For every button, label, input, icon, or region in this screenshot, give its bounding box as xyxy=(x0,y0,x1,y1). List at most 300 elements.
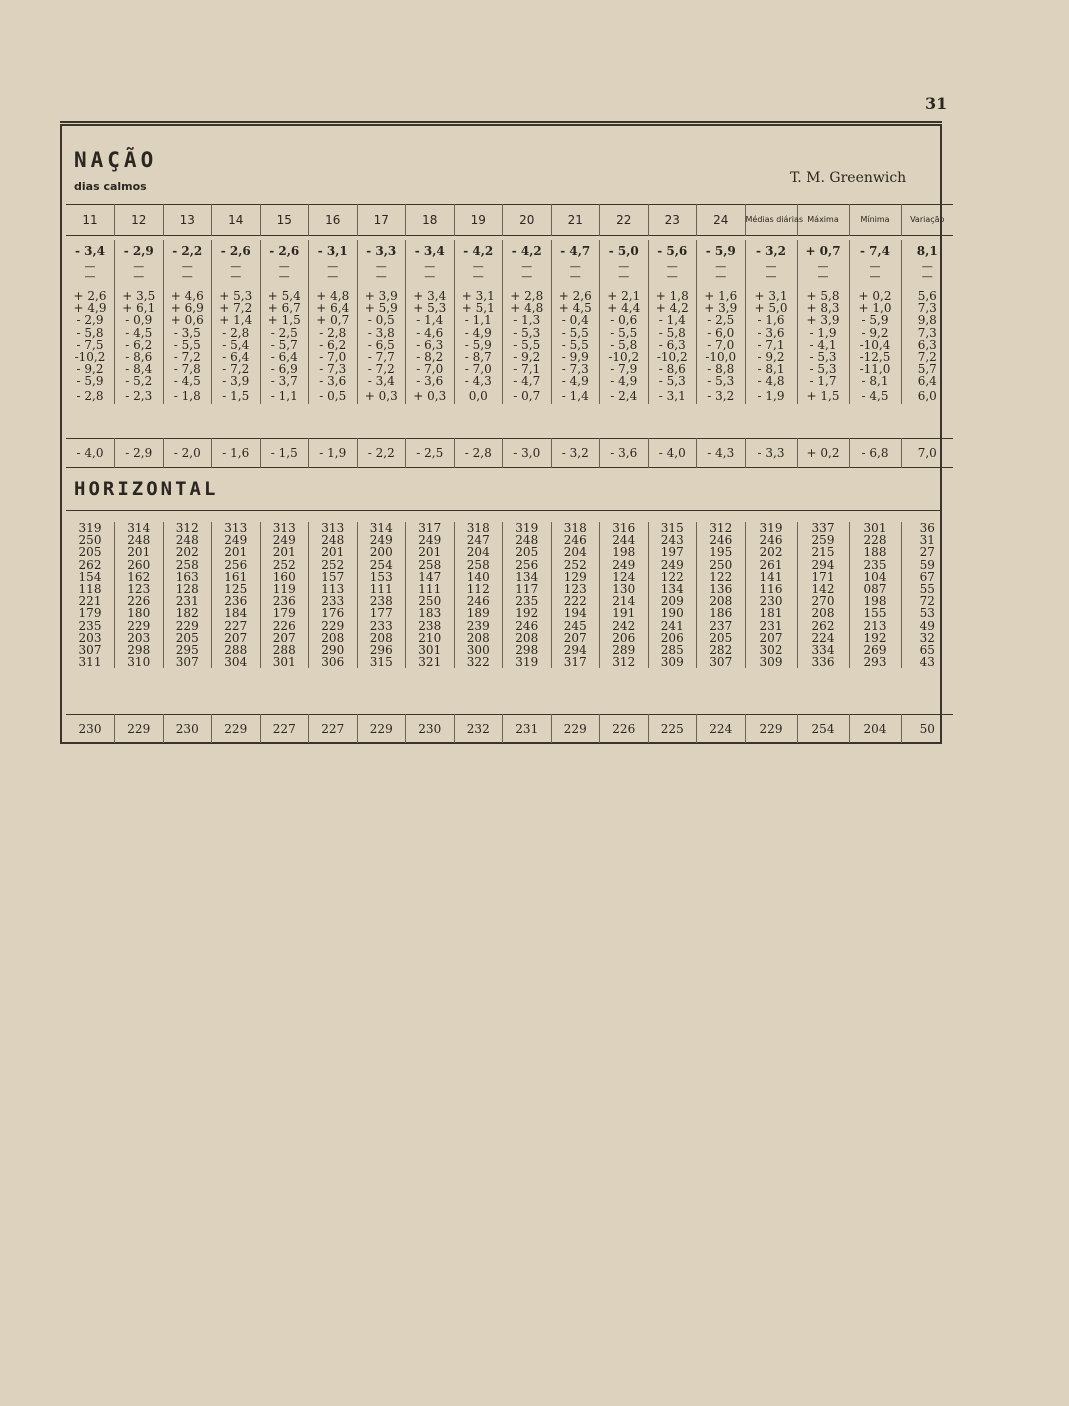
table-cell: - 1,4 xyxy=(551,388,600,404)
dash-cell: — — xyxy=(260,262,309,290)
table-cell: - 3,6 xyxy=(406,375,455,387)
table-cell: 311 xyxy=(78,655,102,670)
table-cell: 194 xyxy=(551,607,600,619)
table-cell: - 5,8 xyxy=(76,325,104,340)
mean-cell: - 2,5 xyxy=(406,439,455,468)
table-cell: 31 xyxy=(901,534,953,546)
table-cell: + 3,4 xyxy=(406,290,455,302)
table-cell: + 1,8 xyxy=(648,290,697,302)
table-cell: 244 xyxy=(600,534,649,546)
table-cell: - 1,3 xyxy=(503,314,552,326)
section-title-nacao: NAÇÃO xyxy=(74,148,158,172)
table-cell: 246 xyxy=(454,595,503,607)
table-cell: 290 xyxy=(309,644,358,656)
mean-cell: - 1,6 xyxy=(212,439,261,468)
table-cell: 307 xyxy=(78,643,102,658)
table-cell: 298 xyxy=(115,644,164,656)
table-cell: 53 xyxy=(901,607,953,619)
mean-cell: 230 xyxy=(78,721,102,736)
mean-cell: 50 xyxy=(901,715,953,744)
table-row xyxy=(66,559,953,571)
table-cell: - 5,3 xyxy=(503,327,552,339)
table-cell: - 3,2 xyxy=(697,388,746,404)
table-cell: 208 xyxy=(503,632,552,644)
table-cell: 236 xyxy=(212,595,261,607)
dash-cell: — — xyxy=(84,260,96,283)
table-cell: - 7,1 xyxy=(503,363,552,375)
table-cell: - 5,3 xyxy=(697,375,746,387)
table-cell: + 6,9 xyxy=(163,302,212,314)
table-cell: + 5,9 xyxy=(357,302,406,314)
table-cell: + 3,9 xyxy=(797,314,849,326)
table-cell: - 3,6 xyxy=(745,327,797,339)
table-cell: + 4,2 xyxy=(648,302,697,314)
temperature-first-row xyxy=(66,240,953,262)
table-row xyxy=(66,546,953,558)
mean-cell: - 4,0 xyxy=(76,445,104,460)
table-cell: 294 xyxy=(797,559,849,571)
table-cell: 118 xyxy=(78,582,102,597)
table-cell: 235 xyxy=(503,595,552,607)
table-cell: - 3,5 xyxy=(163,327,212,339)
dash-cell: — — xyxy=(849,262,901,290)
table-cell: 111 xyxy=(357,583,406,595)
table-cell: 242 xyxy=(600,620,649,632)
table-cell: - 0,6 xyxy=(600,314,649,326)
table-cell: 227 xyxy=(212,620,261,632)
table-cell: - 8,1 xyxy=(849,375,901,387)
column-header: Mínima xyxy=(849,205,901,236)
table-cell: 302 xyxy=(745,644,797,656)
table-cell: 112 xyxy=(454,583,503,595)
column-header: Médias diárias xyxy=(745,205,797,236)
table-cell: 180 xyxy=(115,607,164,619)
table-cell: 205 xyxy=(503,546,552,558)
table-cell: 246 xyxy=(697,534,746,546)
table-cell: 209 xyxy=(648,595,697,607)
table-cell: 6,4 xyxy=(901,375,953,387)
table-cell: 239 xyxy=(454,620,503,632)
table-cell: - 2,5 xyxy=(697,314,746,326)
table-cell: -10,0 xyxy=(697,351,746,363)
table-cell: + 0,3 xyxy=(406,388,455,404)
table-cell: + 6,1 xyxy=(115,302,164,314)
table-cell: + 4,4 xyxy=(600,302,649,314)
table-cell: 313 xyxy=(309,522,358,534)
mean-cell: 225 xyxy=(648,715,697,744)
table-cell: - 5,5 xyxy=(600,327,649,339)
table-cell: 236 xyxy=(260,595,309,607)
column-header-table xyxy=(66,204,953,236)
table-cell: 202 xyxy=(745,546,797,558)
table-cell: 262 xyxy=(78,557,102,572)
table-cell: 312 xyxy=(163,522,212,534)
table-cell: -10,2 xyxy=(74,350,106,365)
table-cell: + 0,7 xyxy=(309,314,358,326)
column-header: 19 xyxy=(454,205,503,236)
table-cell: - 7,4 xyxy=(849,240,901,262)
table-cell: - 7,8 xyxy=(163,363,212,375)
table-cell: - 8,6 xyxy=(648,363,697,375)
horizontal-means-row xyxy=(66,715,953,744)
table-cell: 282 xyxy=(697,644,746,656)
table-cell: 226 xyxy=(115,595,164,607)
table-cell: 27 xyxy=(901,546,953,558)
table-cell: - 9,2 xyxy=(849,327,901,339)
table-cell: 246 xyxy=(551,534,600,546)
table-cell: - 9,9 xyxy=(551,351,600,363)
table-cell: 301 xyxy=(406,644,455,656)
table-cell: 317 xyxy=(551,656,600,668)
column-header: 14 xyxy=(212,205,261,236)
table-cell: - 8,2 xyxy=(406,351,455,363)
table-cell: + 4,9 xyxy=(73,301,107,316)
table-cell: 252 xyxy=(260,559,309,571)
table-cell: + 3,9 xyxy=(357,290,406,302)
table-cell: 249 xyxy=(648,559,697,571)
table-cell: - 8,1 xyxy=(745,363,797,375)
table-cell: - 9,2 xyxy=(503,351,552,363)
table-cell: 228 xyxy=(849,534,901,546)
table-cell: 111 xyxy=(406,583,455,595)
table-cell: 206 xyxy=(648,632,697,644)
mean-cell: 227 xyxy=(260,715,309,744)
mean-cell: 230 xyxy=(163,715,212,744)
mean-cell: 226 xyxy=(600,715,649,744)
mean-cell: 229 xyxy=(212,715,261,744)
table-cell: - 7,2 xyxy=(357,363,406,375)
table-cell: 116 xyxy=(745,583,797,595)
table-cell: 124 xyxy=(600,571,649,583)
mean-cell: 229 xyxy=(115,715,164,744)
table-cell: - 6,2 xyxy=(115,339,164,351)
mean-cell: + 0,2 xyxy=(797,439,849,468)
table-cell: + 2,6 xyxy=(73,289,107,303)
table-cell: 256 xyxy=(212,559,261,571)
table-cell: + 0,2 xyxy=(849,290,901,302)
table-cell: - 7,2 xyxy=(212,363,261,375)
table-cell: - 1,9 xyxy=(745,388,797,404)
table-cell: 161 xyxy=(212,571,261,583)
table-row xyxy=(66,607,953,619)
table-cell: - 2,6 xyxy=(260,240,309,262)
table-cell: - 3,4 xyxy=(406,240,455,262)
table-cell: 233 xyxy=(309,595,358,607)
table-cell: + 5,1 xyxy=(454,302,503,314)
table-cell: 270 xyxy=(797,595,849,607)
table-cell: - 3,1 xyxy=(648,388,697,404)
table-cell: 207 xyxy=(260,632,309,644)
table-cell: 312 xyxy=(600,656,649,668)
table-cell: 224 xyxy=(797,632,849,644)
horizontal-table xyxy=(66,522,953,668)
table-cell: 113 xyxy=(309,583,358,595)
mean-cell: 227 xyxy=(309,715,358,744)
table-cell: 140 xyxy=(454,571,503,583)
table-cell: 130 xyxy=(600,583,649,595)
table-cell: 213 xyxy=(849,620,901,632)
table-cell: - 3,8 xyxy=(357,327,406,339)
table-cell: - 4,7 xyxy=(503,375,552,387)
table-cell: - 6,3 xyxy=(648,339,697,351)
table-cell: 337 xyxy=(797,522,849,534)
table-cell: 237 xyxy=(697,620,746,632)
table-cell: 205 xyxy=(697,632,746,644)
table-cell: - 4,9 xyxy=(600,375,649,387)
table-cell: 313 xyxy=(212,522,261,534)
table-cell: 147 xyxy=(406,571,455,583)
table-cell: - 1,4 xyxy=(406,314,455,326)
table-cell: 254 xyxy=(357,559,406,571)
column-header: Variação xyxy=(901,205,953,236)
table-cell: 7,3 xyxy=(901,327,953,339)
table-cell: - 7,3 xyxy=(551,363,600,375)
column-header: 18 xyxy=(406,205,455,236)
table-cell: 117 xyxy=(503,583,552,595)
table-cell: - 2,8 xyxy=(76,388,104,403)
table-cell: - 7,5 xyxy=(76,337,104,352)
table-cell: - 7,0 xyxy=(697,339,746,351)
table-cell: 122 xyxy=(648,571,697,583)
table-cell: - 0,5 xyxy=(357,314,406,326)
table-cell: - 4,9 xyxy=(454,327,503,339)
table-cell: 246 xyxy=(503,620,552,632)
table-cell: 198 xyxy=(600,546,649,558)
table-cell: - 4,2 xyxy=(454,240,503,262)
table-cell: - 2,6 xyxy=(212,240,261,262)
table-cell: 125 xyxy=(212,583,261,595)
table-cell: 259 xyxy=(797,534,849,546)
table-cell: - 0,5 xyxy=(309,388,358,404)
table-cell: - 7,1 xyxy=(745,339,797,351)
table-cell: - 5,2 xyxy=(115,375,164,387)
table-cell: 8,1 xyxy=(901,240,953,262)
table-cell: 207 xyxy=(745,632,797,644)
table-cell: + 4,8 xyxy=(309,290,358,302)
dash-cell: — — xyxy=(357,262,406,290)
table-cell: 43 xyxy=(901,656,953,668)
table-cell: 321 xyxy=(406,656,455,668)
table-cell: 229 xyxy=(309,620,358,632)
table-cell: - 5,5 xyxy=(163,339,212,351)
table-cell: - 4,1 xyxy=(797,339,849,351)
table-cell: 208 xyxy=(697,595,746,607)
table-cell: + 1,0 xyxy=(849,302,901,314)
dash-cell: — — xyxy=(309,262,358,290)
table-cell: 189 xyxy=(454,607,503,619)
dash-cell: — — xyxy=(503,262,552,290)
table-cell: - 5,3 xyxy=(648,375,697,387)
table-cell: 319 xyxy=(745,522,797,534)
column-header: 23 xyxy=(648,205,697,236)
table-cell: 141 xyxy=(745,571,797,583)
table-cell: + 0,6 xyxy=(163,314,212,326)
table-cell: 177 xyxy=(357,607,406,619)
table-cell: 190 xyxy=(648,607,697,619)
table-cell: 203 xyxy=(78,630,102,645)
column-header: 22 xyxy=(600,205,649,236)
table-cell: 248 xyxy=(503,534,552,546)
table-cell: 246 xyxy=(745,534,797,546)
table-cell: 313 xyxy=(260,522,309,534)
table-cell: 293 xyxy=(849,656,901,668)
table-cell: 230 xyxy=(745,595,797,607)
table-cell: 123 xyxy=(551,583,600,595)
table-cell: 0,0 xyxy=(454,388,503,404)
table-cell: 160 xyxy=(260,571,309,583)
table-cell: 5,6 xyxy=(901,290,953,302)
table-cell: + 0,3 xyxy=(357,388,406,404)
table-cell: + 1,6 xyxy=(697,290,746,302)
table-cell: 295 xyxy=(163,644,212,656)
horizontal-rule xyxy=(66,510,940,511)
table-cell: 226 xyxy=(260,620,309,632)
table-cell: 171 xyxy=(797,571,849,583)
table-cell: + 5,8 xyxy=(797,290,849,302)
table-cell: 186 xyxy=(697,607,746,619)
table-cell: - 4,5 xyxy=(849,388,901,404)
table-cell: 250 xyxy=(406,595,455,607)
table-cell: 304 xyxy=(212,656,261,668)
table-cell: 201 xyxy=(406,546,455,558)
table-cell: 319 xyxy=(503,656,552,668)
table-cell: 176 xyxy=(309,607,358,619)
mean-cell: - 6,8 xyxy=(849,439,901,468)
table-row xyxy=(66,375,953,387)
table-cell: -10,2 xyxy=(600,351,649,363)
table-cell: 183 xyxy=(406,607,455,619)
table-cell: 67 xyxy=(901,571,953,583)
table-cell: 258 xyxy=(163,559,212,571)
section-title-horizontal: HORIZONTAL xyxy=(74,478,219,500)
table-cell: + 1,5 xyxy=(260,314,309,326)
table-cell: - 5,7 xyxy=(260,339,309,351)
mean-cell: - 3,2 xyxy=(551,439,600,468)
table-cell: 195 xyxy=(697,546,746,558)
table-cell: - 6,5 xyxy=(357,339,406,351)
dash-cell: — — xyxy=(901,262,953,290)
mean-cell: - 3,6 xyxy=(600,439,649,468)
mean-cell: - 2,0 xyxy=(163,439,212,468)
temperature-means-row xyxy=(66,439,953,468)
table-cell: 6,3 xyxy=(901,339,953,351)
table-cell: -10,2 xyxy=(648,351,697,363)
table-cell: 208 xyxy=(454,632,503,644)
table-cell: - 7,0 xyxy=(406,363,455,375)
table-cell: 179 xyxy=(78,606,102,621)
table-cell: 201 xyxy=(212,546,261,558)
table-cell: - 3,9 xyxy=(212,375,261,387)
table-cell: 319 xyxy=(78,521,102,535)
table-cell: + 5,3 xyxy=(406,302,455,314)
table-cell: 260 xyxy=(115,559,164,571)
table-cell: 318 xyxy=(551,522,600,534)
table-cell: - 3,7 xyxy=(260,375,309,387)
mean-cell: - 3,3 xyxy=(745,439,797,468)
table-cell: 261 xyxy=(745,559,797,571)
table-cell: - 4,5 xyxy=(115,327,164,339)
table-cell: 136 xyxy=(697,583,746,595)
column-header: 20 xyxy=(503,205,552,236)
table-cell: + 8,3 xyxy=(797,302,849,314)
table-cell: - 9,2 xyxy=(745,351,797,363)
table-cell: 201 xyxy=(260,546,309,558)
table-cell: 245 xyxy=(551,620,600,632)
table-cell: 214 xyxy=(600,595,649,607)
table-cell: - 1,1 xyxy=(260,388,309,404)
table-cell: 207 xyxy=(551,632,600,644)
table-cell: - 6,4 xyxy=(212,351,261,363)
mean-cell: 232 xyxy=(454,715,503,744)
table-cell: - 4,5 xyxy=(163,375,212,387)
table-cell: 256 xyxy=(503,559,552,571)
table-cell: - 5,3 xyxy=(797,351,849,363)
table-cell: 192 xyxy=(503,607,552,619)
table-cell: 36 xyxy=(901,522,953,534)
table-cell: 184 xyxy=(212,607,261,619)
table-cell: 258 xyxy=(406,559,455,571)
mean-cell: - 1,9 xyxy=(309,439,358,468)
table-cell: - 2,4 xyxy=(600,388,649,404)
table-cell: 317 xyxy=(406,522,455,534)
table-cell: 250 xyxy=(697,559,746,571)
table-cell: - 1,5 xyxy=(212,388,261,404)
table-cell: - 2,8 xyxy=(309,327,358,339)
table-cell: 204 xyxy=(551,546,600,558)
table-cell: 269 xyxy=(849,644,901,656)
table-cell: - 1,7 xyxy=(797,375,849,387)
mean-cell: 254 xyxy=(797,715,849,744)
column-header: Máxima xyxy=(797,205,849,236)
table-cell: 301 xyxy=(260,656,309,668)
column-header: 16 xyxy=(309,205,358,236)
header-row xyxy=(66,205,953,236)
table-cell: 310 xyxy=(115,656,164,668)
dash-cell: — — xyxy=(697,262,746,290)
table-cell: 315 xyxy=(648,522,697,534)
table-cell: - 2,5 xyxy=(260,327,309,339)
column-header: 15 xyxy=(260,205,309,236)
table-cell: 123 xyxy=(115,583,164,595)
table-cell: - 1,4 xyxy=(648,314,697,326)
table-cell: 289 xyxy=(600,644,649,656)
table-cell: 203 xyxy=(115,632,164,644)
table-cell: + 3,1 xyxy=(745,290,797,302)
table-cell: - 5,8 xyxy=(648,327,697,339)
table-cell: - 8,8 xyxy=(697,363,746,375)
table-cell: 222 xyxy=(551,595,600,607)
dash-cell: — — xyxy=(745,262,797,290)
table-cell: 319 xyxy=(503,522,552,534)
horizontal-means-table xyxy=(66,714,953,743)
table-cell: 322 xyxy=(454,656,503,668)
dash-cell: — — xyxy=(551,262,600,290)
table-cell: 208 xyxy=(357,632,406,644)
mean-cell: 229 xyxy=(551,715,600,744)
temperature-means-table xyxy=(66,438,953,468)
table-cell: 129 xyxy=(551,571,600,583)
table-cell: - 6,9 xyxy=(260,363,309,375)
table-cell: 65 xyxy=(901,644,953,656)
table-cell: 298 xyxy=(503,644,552,656)
table-cell: 294 xyxy=(551,644,600,656)
table-cell: 191 xyxy=(600,607,649,619)
table-cell: 192 xyxy=(849,632,901,644)
table-cell: 318 xyxy=(454,522,503,534)
time-label: T. M. Greenwich xyxy=(790,170,907,186)
table-cell: 59 xyxy=(901,559,953,571)
mean-cell: - 3,0 xyxy=(503,439,552,468)
